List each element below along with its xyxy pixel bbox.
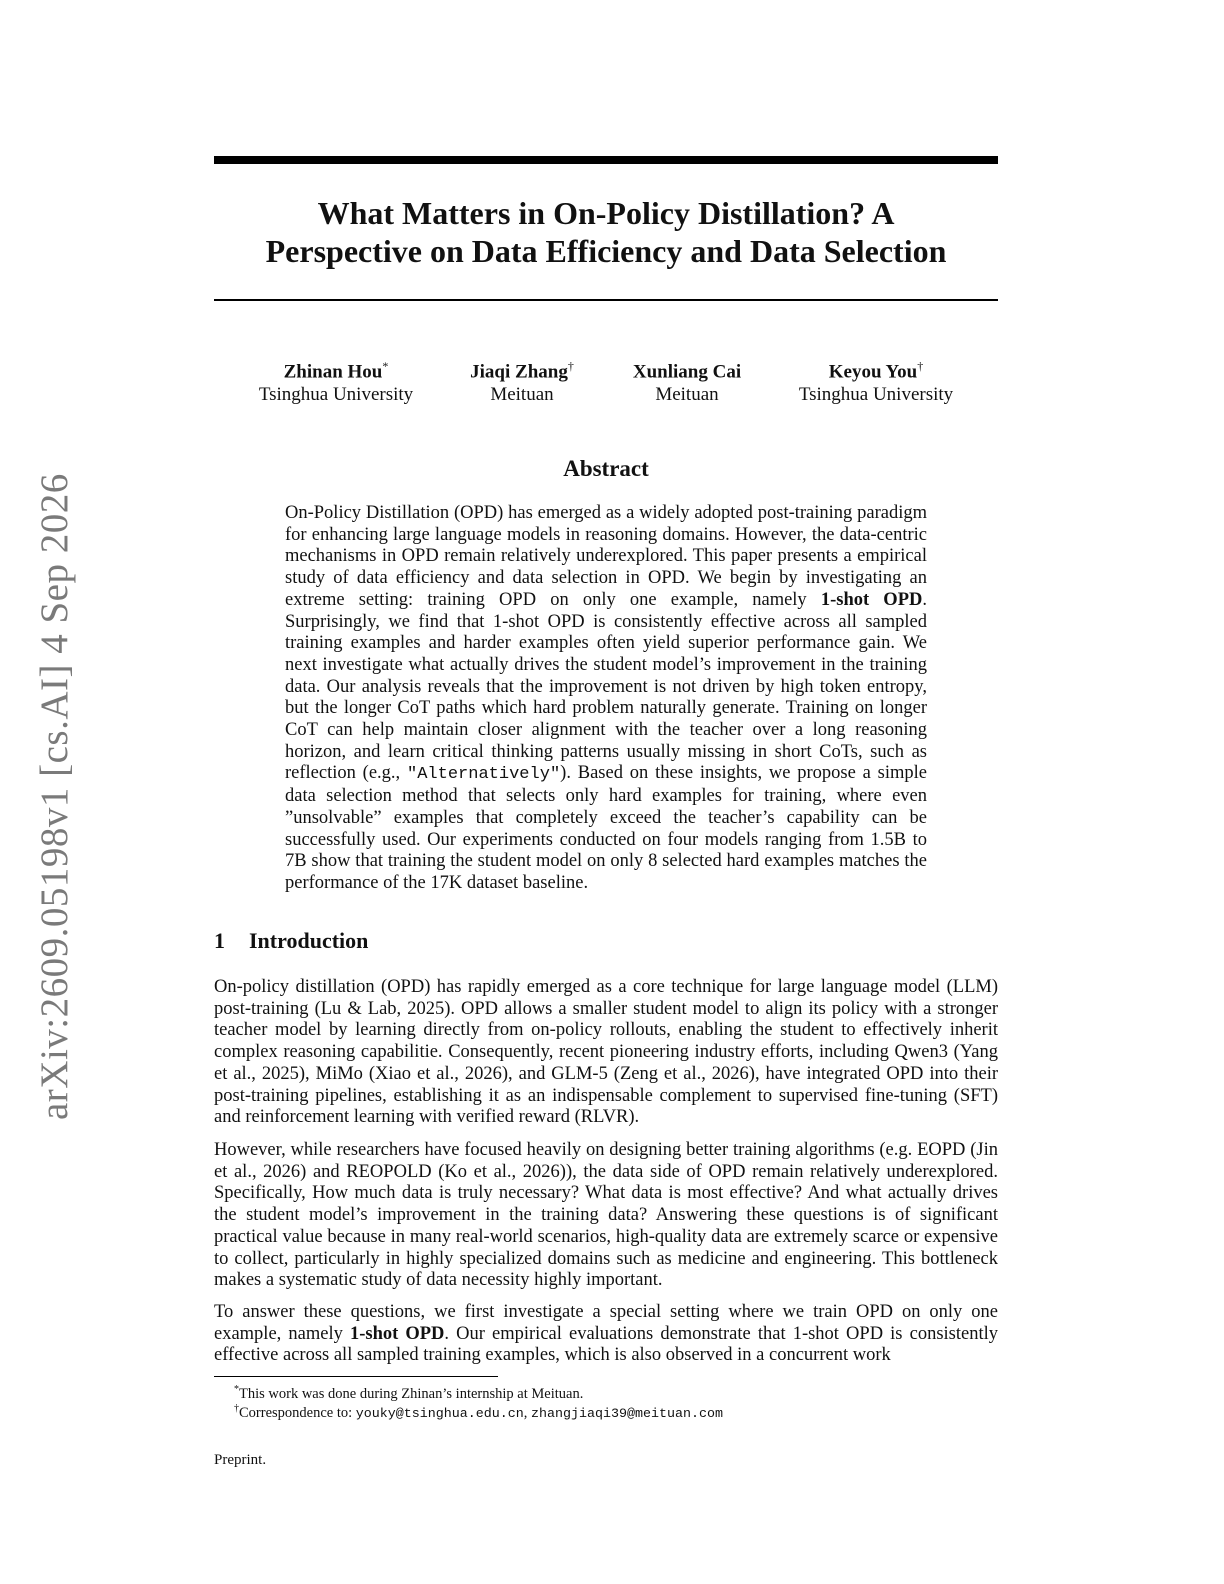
author-name: Zhinan Hou: [283, 361, 383, 383]
intro-paragraph-3: [214, 1302, 998, 1367]
abstract-text: On-Policy Distillation (OPD) has emerged as a widely adopted post-training paradigm for enhancing large language models in reasoning domains. However, the data-centric mechanisms in OPD remain relatively underexplored. This paper presents a empirical study of data efficiency and data selection in OPD. We begin by investigating an extreme setting: training OPD on only one example, namely: [285, 503, 927, 610]
footnote-rule: [214, 1376, 498, 1377]
paragraph-bold-term: 1-shot OPD: [349, 1323, 445, 1344]
author-affiliation: Tsinghua University: [258, 384, 414, 406]
author-name: Xunliang Cai: [632, 361, 742, 383]
section-title: Introduction: [249, 928, 369, 953]
paper-title: [214, 194, 998, 270]
footnote-text: Correspondence to:: [239, 1404, 356, 1421]
preprint-footer: Preprint.: [214, 1452, 267, 1468]
abstract-text: ). Based on these insights, we propose a simple data selection method that selects only hard examples for training, where even ”unsolvable” examples that completely exceed the teacher’s capability can be successfully used. Our experiments conducted on four models ranging from 1.5B to 7B show that training the student model on only 8 selected hard examples matches the performance of the 17K dataset baseline.: [285, 763, 927, 893]
intro-paragraph-1: On-policy distillation (OPD) has rapidly emerged as a core technique for large language model (LLM) post-training (Lu & Lab, 2025). OPD allows a smaller student model to align its policy with a stronger teacher model by learning directly from on-policy rollouts, enabling the student to effectively inherit complex reasoning capabilitie. Consequently, recent pioneering industry efforts, including Qwen3 (Yang et al., 2025), MiMo (Xiao et al., 2026), and GLM-5 (Zeng et al., 2026), have integrated OPD into their post-training pipelines, establishing it as an indispensable complement to supervised fine-tuning (SFT) and reinforcement learning with verified reward (RLVR).: [214, 977, 998, 1128]
title-line-1: What Matters in On-Policy Distillation? A: [317, 195, 895, 231]
section-number: 1: [214, 928, 225, 953]
footnote-2: [234, 1400, 723, 1424]
footnote-text: This work was done during Zhinan’s internship at Meituan.: [239, 1385, 584, 1402]
author-affiliation: Tsinghua University: [798, 384, 954, 406]
author-4: [792, 355, 960, 406]
author-name: Keyou You: [828, 361, 918, 383]
author-1: [254, 355, 418, 406]
paragraph-text: . Our empirical evaluations demonstrate that 1-shot OPD is consistently effective across all sampled training examples, which is also observed in a concurrent work: [214, 1323, 998, 1366]
paragraph-text: To answer these questions, we first investigate a special setting where we train OPD on only one example, namely: [214, 1302, 998, 1344]
title-top-rule: [214, 156, 998, 164]
abstract-body: [285, 503, 927, 895]
author-affiliation: Meituan: [490, 384, 554, 406]
author-name: Jiaqi Zhang: [470, 361, 568, 383]
email-link[interactable]: youky@tsinghua.edu.cn: [355, 1406, 524, 1422]
author-2: [458, 355, 586, 406]
title-line-2: Perspective on Data Efficiency and Data Selection: [265, 233, 947, 269]
author-mark: *: [382, 359, 389, 373]
footnote-mark: *: [234, 1384, 239, 1395]
section-heading-introduction: [214, 928, 368, 954]
footnote-separator: ,: [523, 1404, 531, 1421]
author-block: [214, 355, 998, 405]
email-link[interactable]: zhangjiaqi39@meituan.com: [531, 1406, 723, 1422]
abstract-code-term: "Alternatively": [406, 765, 561, 785]
author-affiliation: Meituan: [655, 384, 719, 406]
footnote-mark: †: [234, 1403, 239, 1414]
author-3: [622, 355, 752, 406]
abstract-text: . Surprisingly, we find that 1-shot OPD is consistently effective across all sampled training examples and harder examples often yield superior performance gain. We next investigate what actually drives the student model’s improvement in the training data. Our analysis reveals that the improvement is not driven by high token entropy, but the longer CoT paths which hard problem naturally generate. Training on longer CoT can help maintain closer alignment with the teacher over a long reasoning horizon, and learn critical thinking patterns usually missing in short CoTs, such as reflection (e.g.,: [285, 589, 927, 784]
intro-paragraph-2: However, while researchers have focused heavily on designing better training algorithms (e.g. EOPD (Jin et al., 2026) and REOPOLD (Ko et al., 2026)), the data side of OPD remain relatively underexplored. Specifically, How much data is truly necessary? What data is most effective? And what actually drives the student model’s improvement in the training data? Answering these questions is of significant practical value because in many real-world scenarios, high-quality data are extremely scarce or expensive to collect, particularly in highly specialized domains such as medicine and engineering. This bottleneck makes a systematic study of data necessity highly important.: [214, 1140, 998, 1291]
arxiv-identifier-stamp: arXiv:2609.05198v1 [cs.AI] 4 Sep 2026: [33, 473, 76, 1120]
author-mark: †: [567, 359, 574, 373]
title-bottom-rule: [214, 299, 998, 301]
abstract-bold-term: 1-shot OPD: [820, 589, 923, 610]
author-mark: †: [917, 359, 924, 373]
abstract-heading: Abstract: [563, 456, 649, 481]
